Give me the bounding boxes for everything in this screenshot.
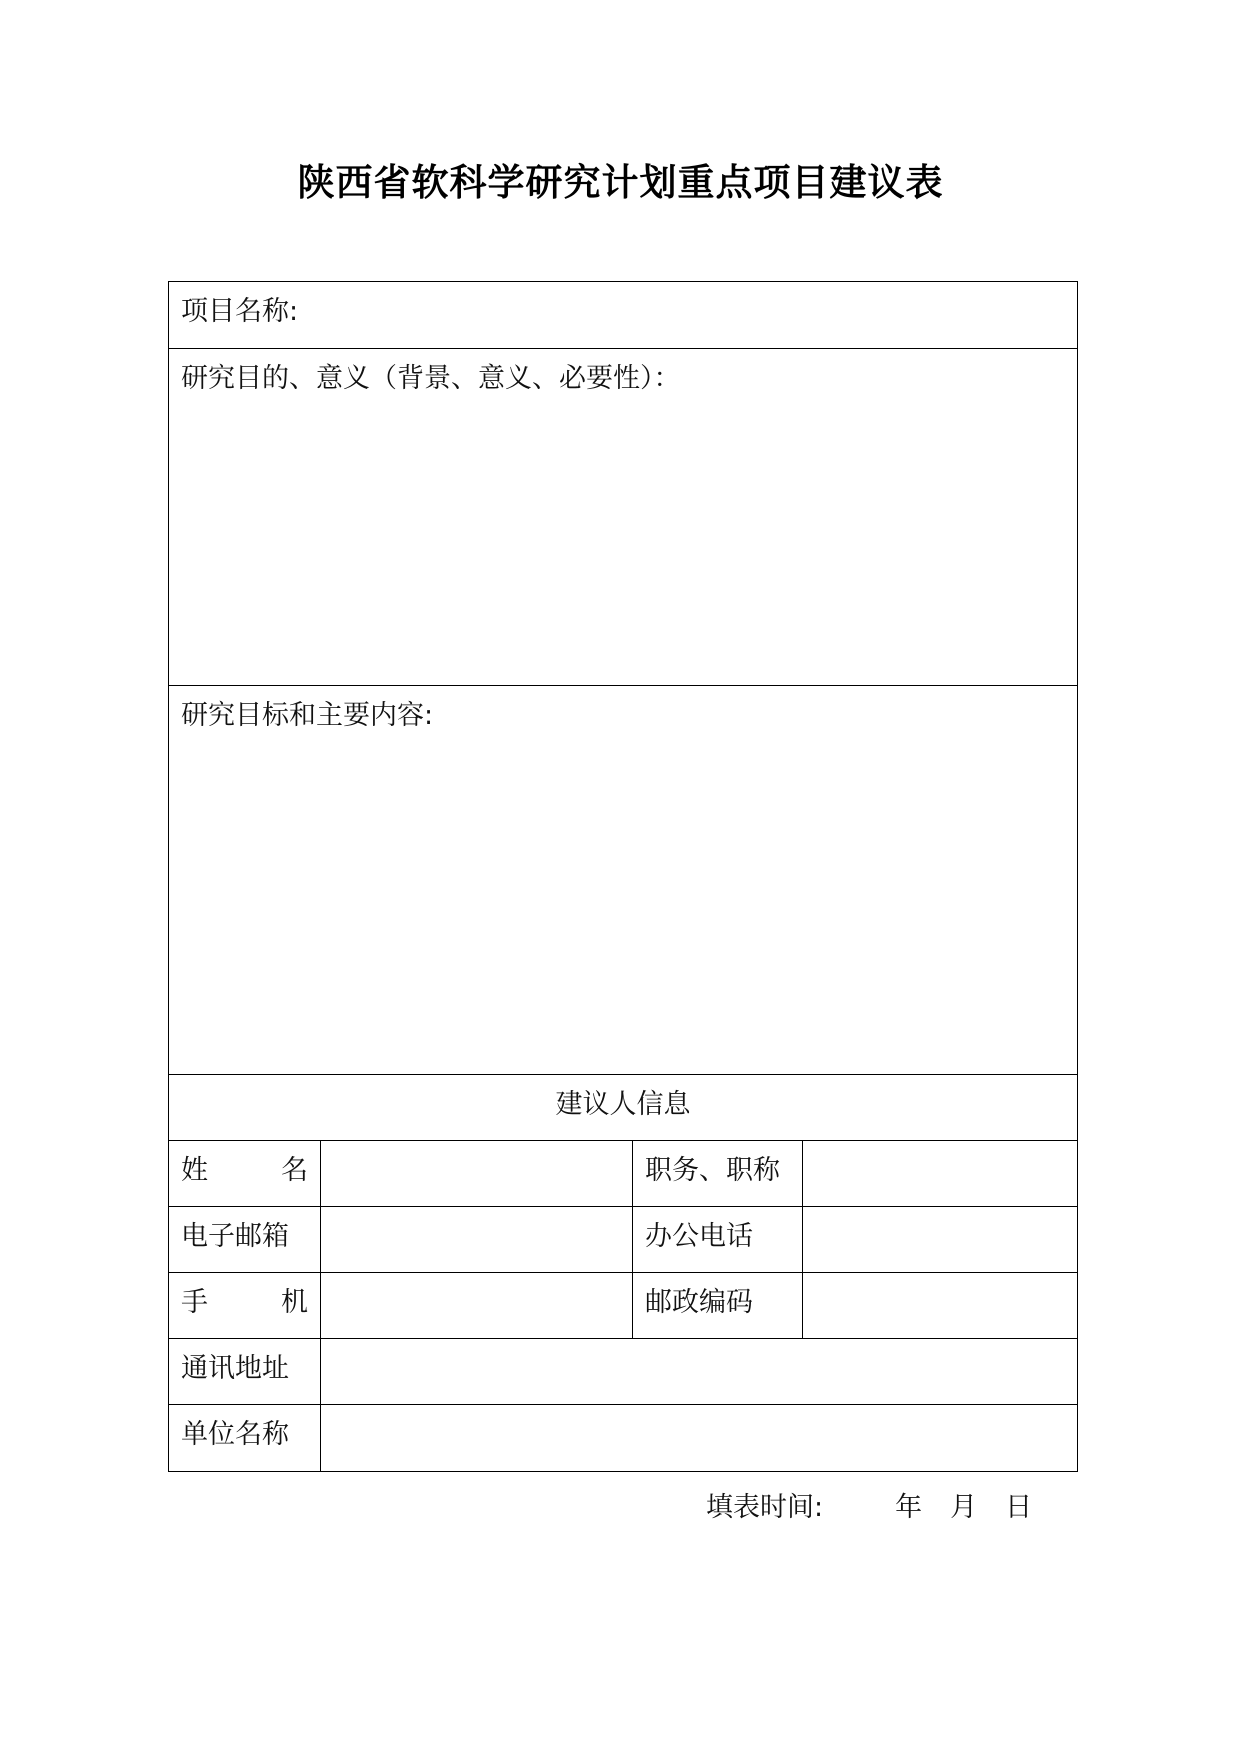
name-label-char2: 名	[281, 1155, 308, 1186]
proposer-info-header: 建议人信息	[555, 1089, 691, 1120]
project-name-row	[169, 282, 1077, 349]
email-row	[169, 1207, 1077, 1273]
fill-date-year: 年	[895, 1492, 923, 1523]
name-value-cell[interactable]	[320, 1141, 632, 1206]
postcode-value-cell[interactable]	[802, 1273, 1077, 1338]
mobile-label	[169, 1273, 320, 1338]
email-value-cell[interactable]	[320, 1207, 632, 1272]
office-phone-label: 办公电话	[632, 1207, 802, 1272]
project-name-label: 项目名称:	[181, 296, 299, 327]
purpose-label: 研究目的、意义（背景、意义、必要性）：	[181, 363, 681, 394]
title-value-cell[interactable]	[802, 1141, 1077, 1206]
email-label: 电子邮箱	[181, 1221, 289, 1252]
postcode-label: 邮政编码	[632, 1273, 802, 1338]
objective-row	[169, 686, 1077, 1075]
fill-date-day: 日	[1005, 1492, 1033, 1523]
org-value-cell[interactable]	[320, 1405, 1077, 1471]
objective-label: 研究目标和主要内容:	[181, 700, 434, 731]
office-phone-value-cell[interactable]	[802, 1207, 1077, 1272]
title-label: 职务、职称	[632, 1141, 802, 1206]
address-row	[169, 1339, 1077, 1405]
page-title: 陕西省软科学研究计划重点项目建议表	[297, 161, 944, 204]
mobile-label-char1: 手	[181, 1287, 208, 1318]
org-label: 单位名称	[181, 1419, 289, 1450]
name-label	[169, 1141, 320, 1206]
address-label: 通讯地址	[181, 1353, 289, 1384]
mobile-row	[169, 1273, 1077, 1339]
org-row	[169, 1405, 1077, 1471]
name-row	[169, 1141, 1077, 1207]
mobile-label-char2: 机	[281, 1287, 308, 1318]
purpose-row	[169, 349, 1077, 686]
fill-date-label: 填表时间:	[706, 1492, 824, 1523]
proposer-header-row	[169, 1075, 1077, 1141]
fill-date-month: 月	[950, 1492, 978, 1523]
address-value-cell[interactable]	[320, 1339, 1077, 1404]
proposal-form-table	[168, 281, 1078, 1472]
fill-date	[706, 1490, 1032, 1526]
mobile-value-cell[interactable]	[320, 1273, 632, 1338]
name-label-char1: 姓	[181, 1155, 208, 1186]
